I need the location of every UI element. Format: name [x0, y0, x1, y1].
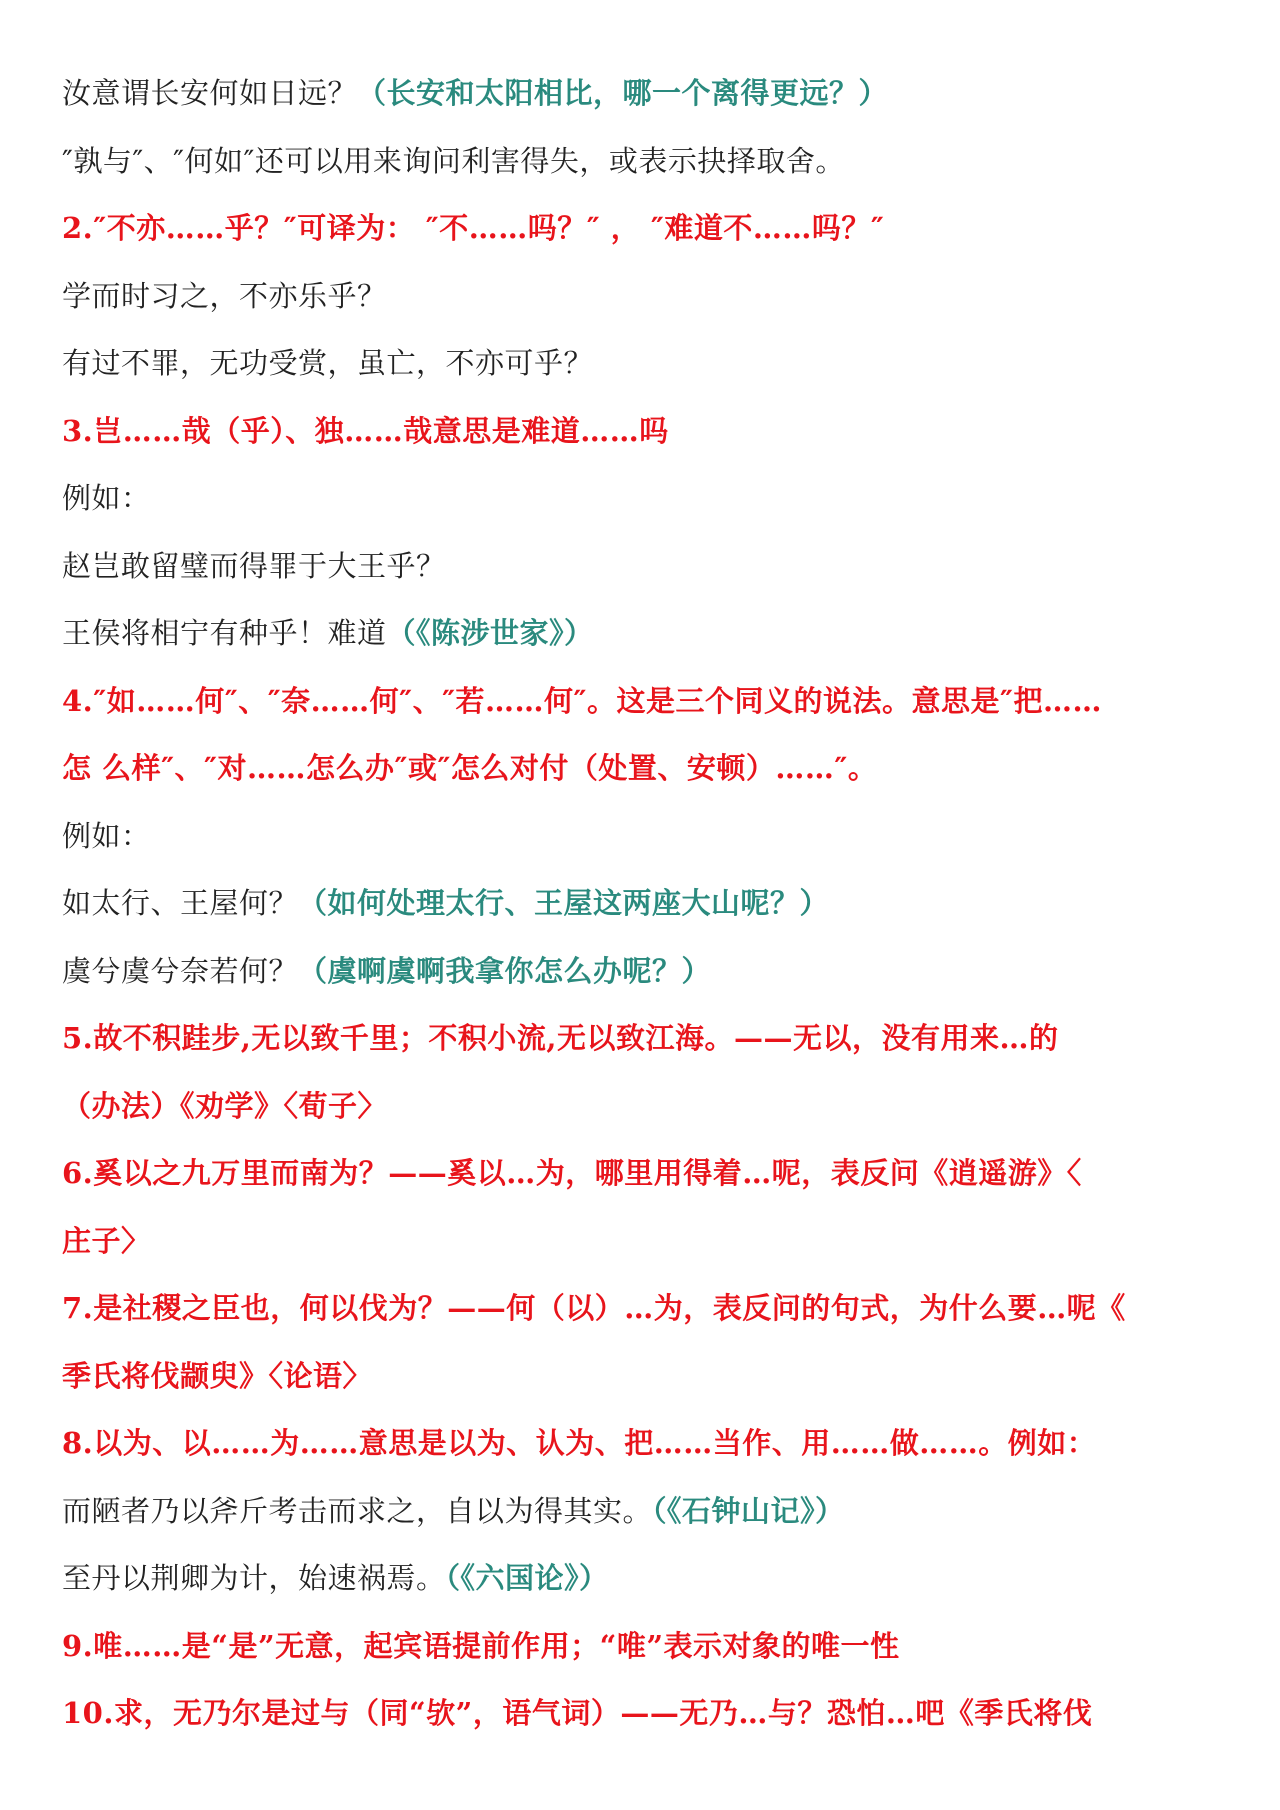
section-heading: 7.是社稷之臣也，何以伐为？——何（以）…为，表反问的句式，为什么要…呢《 — [62, 1291, 1126, 1325]
text-line — [62, 1545, 1232, 1613]
section-heading: 3.岂……哉（乎）、独……哉意思是难道……吗 — [62, 413, 669, 448]
text-line — [62, 1410, 1232, 1478]
text-line — [62, 1275, 1232, 1343]
text-line — [62, 668, 1232, 736]
line-text: 例如： — [62, 481, 151, 515]
text-line — [62, 1343, 1232, 1411]
section-heading: 2.″不亦……乎？″可译为： ″不……吗？″ ， ″难道不……吗？″ — [62, 211, 885, 245]
translation-note: （《陈涉世家》） — [386, 616, 594, 650]
text-line — [62, 465, 1232, 533]
text-line — [62, 1005, 1232, 1073]
text-line — [62, 128, 1232, 196]
line-text: 汝意谓长安何如日远？ — [62, 76, 358, 110]
line-text: 有过不罪，无功受赏，虽亡，不亦可乎？ — [62, 346, 594, 380]
translation-note: （长安和太阳相比，哪一个离得更远？） — [357, 76, 889, 110]
section-heading: 9.唯……是“是”无意，起宾语提前作用；“唯”表示对象的唯一性 — [62, 1628, 900, 1663]
text-line — [62, 263, 1232, 331]
translation-note: （《六国论》） — [445, 1561, 609, 1595]
line-text: 学而时习之，不亦乐乎？ — [62, 278, 387, 313]
text-line — [62, 938, 1232, 1006]
section-heading: （办法）《劝学》〈荀子〉 — [62, 1088, 388, 1123]
text-line — [62, 1613, 1232, 1681]
translation-note: （虞啊虞啊我拿你怎么办呢？） — [298, 953, 712, 988]
section-heading: 怎 么样″、″对……怎么办″或″怎么对付（处置、安顿）……″。 — [62, 751, 878, 785]
section-heading: 8.以为、以……为……意思是以为、认为、把……当作、用……做……。例如： — [62, 1426, 1097, 1460]
text-line — [62, 533, 1232, 601]
document-body — [62, 60, 1232, 1748]
section-heading: 10.求，无乃尔是过与（同“欤”，语气词）——无乃…与？恐怕…吧《季氏将伐 — [62, 1696, 1093, 1730]
text-line — [62, 1478, 1232, 1546]
text-line — [62, 1680, 1232, 1748]
line-text: 如太行、王屋何？ — [62, 886, 299, 920]
text-line — [62, 330, 1232, 398]
line-text: 王侯将相宁有种乎！难道 — [62, 616, 387, 650]
text-line — [62, 398, 1232, 466]
section-heading: 季氏将伐颛臾》〈论语〉 — [62, 1358, 373, 1393]
text-line — [62, 60, 1232, 128]
line-text: 虞兮虞兮奈若何？ — [62, 953, 299, 988]
text-line — [62, 1140, 1232, 1208]
text-line — [62, 600, 1232, 668]
translation-note: （如何处理太行、王屋这两座大山呢？） — [298, 886, 830, 920]
section-heading: 6.奚以之九万里而南为？——奚以…为，哪里用得着…呢，表反问《逍遥游》〈 — [62, 1156, 1082, 1190]
line-text: 而陋者乃以斧斤考击而求之，自以为得其实。 — [62, 1493, 653, 1528]
translation-note: （《石钟山记》） — [652, 1493, 845, 1528]
text-line — [62, 803, 1232, 871]
section-heading: 庄子〉 — [62, 1223, 151, 1258]
section-heading: 5.故不积跬步,无以致千里；不积小流,无以致江海。——无以，没有用来…的 — [62, 1021, 1059, 1055]
line-text: 赵岂敢留璧而得罪于大王乎？ — [62, 548, 446, 583]
text-line — [62, 1073, 1232, 1141]
line-text: ″孰与″、″何如″还可以用来询问利害得失，或表示抉择取舍。 — [62, 143, 845, 178]
text-line — [62, 870, 1232, 938]
text-line — [62, 735, 1232, 803]
line-text: 至丹以荆卿为计，始速祸焉。 — [62, 1561, 446, 1595]
line-text: 例如： — [62, 818, 151, 853]
section-heading: 4.″如……何″、″奈……何″、″若……何″。这是三个同义的说法。意思是″把…… — [62, 683, 1102, 718]
text-line — [62, 195, 1232, 263]
text-line — [62, 1208, 1232, 1276]
